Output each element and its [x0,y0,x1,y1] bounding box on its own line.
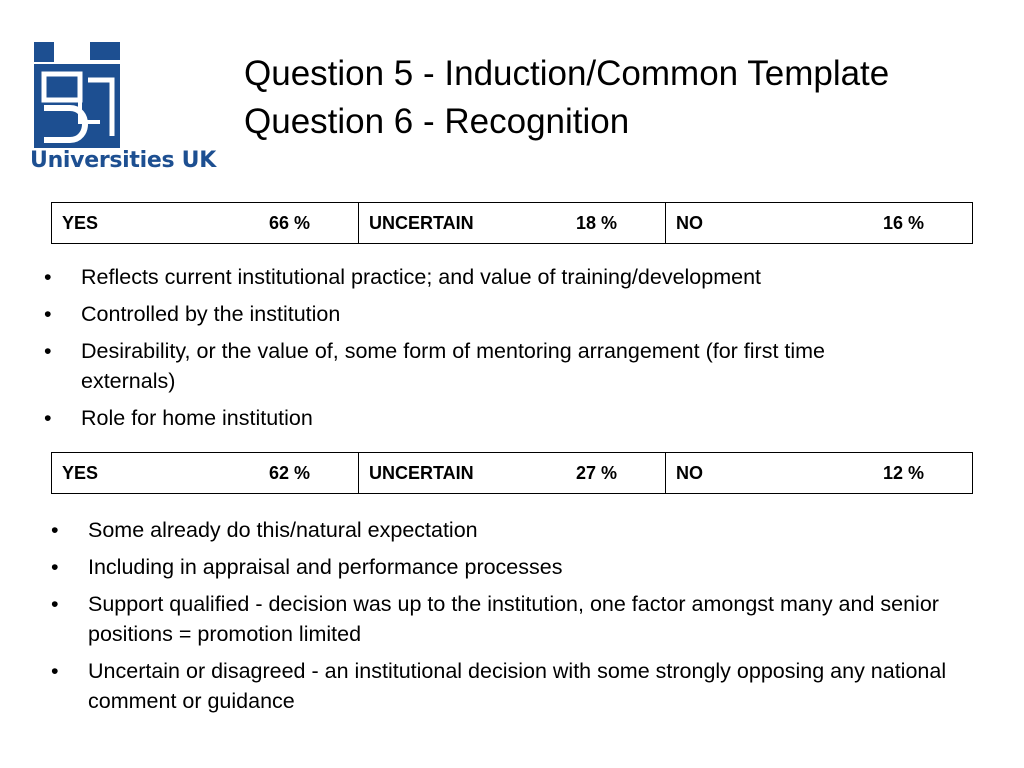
list-item [51,656,986,716]
list-item [51,589,986,649]
title-line-1: Question 5 - Induction/Common Template [244,54,890,93]
q6-no-label: NO [676,462,703,483]
list-item [51,552,986,582]
q5-bullet-list [44,262,924,440]
bullet-icon: • [51,555,59,579]
q6-results-table [51,452,973,494]
q6-uncertain-value: 27 % [575,462,617,483]
list-item [44,262,924,292]
q5-uncertain-value: 18 % [575,212,617,233]
q5-no-cell [666,203,973,244]
q5-results-table [51,202,973,244]
q5-uncertain-label: UNCERTAIN [369,212,474,233]
q6-yes-cell [52,453,359,494]
q6-bullet-list [51,515,986,723]
slide-title [244,50,1014,146]
q6-uncertain-label: UNCERTAIN [369,462,474,483]
q6-no-value: 12 % [882,462,924,483]
q5-no-label: NO [676,212,703,233]
bullet-text: Controlled by the institution [81,302,341,326]
title-line-2: Question 6 - Recognition [244,102,630,141]
q6-uncertain-cell [359,453,666,494]
universities-uk-logo [30,40,220,180]
logo-text: Universities UK [30,148,216,173]
bullet-text: Reflects current institutional practice; and value of training/development [81,265,762,289]
q5-yes-value: 66 % [268,212,310,233]
bullet-icon: • [51,659,59,683]
bullet-icon: • [44,265,52,289]
logo-mark-icon [30,40,220,148]
q5-no-value: 16 % [882,212,924,233]
bullet-icon: • [44,406,52,430]
q6-yes-label: YES [62,462,99,483]
bullet-text: Uncertain or disagreed - an institutional decision with some strongly opposing any national comment or guidance [88,659,947,713]
list-item [51,515,986,545]
list-item [44,403,924,433]
bullet-icon: • [51,518,59,542]
q5-uncertain-cell [359,203,666,244]
q5-yes-label: YES [62,212,99,233]
bullet-text: Some already do this/natural expectation [88,518,478,542]
bullet-text: Desirability, or the value of, some form of mentoring arrangement (for first time externals) [81,339,826,393]
q5-yes-cell [52,203,359,244]
bullet-icon: • [51,592,59,616]
list-item [44,299,924,329]
bullet-text: Including in appraisal and performance processes [88,555,563,579]
list-item [44,336,924,396]
q6-no-cell [666,453,973,494]
bullet-text: Support qualified - decision was up to the institution, one factor amongst many and senior positions = promotion limited [88,592,939,646]
bullet-icon: • [44,339,52,363]
bullet-text: Role for home institution [81,406,313,430]
bullet-icon: • [44,302,52,326]
q6-yes-value: 62 % [268,462,310,483]
